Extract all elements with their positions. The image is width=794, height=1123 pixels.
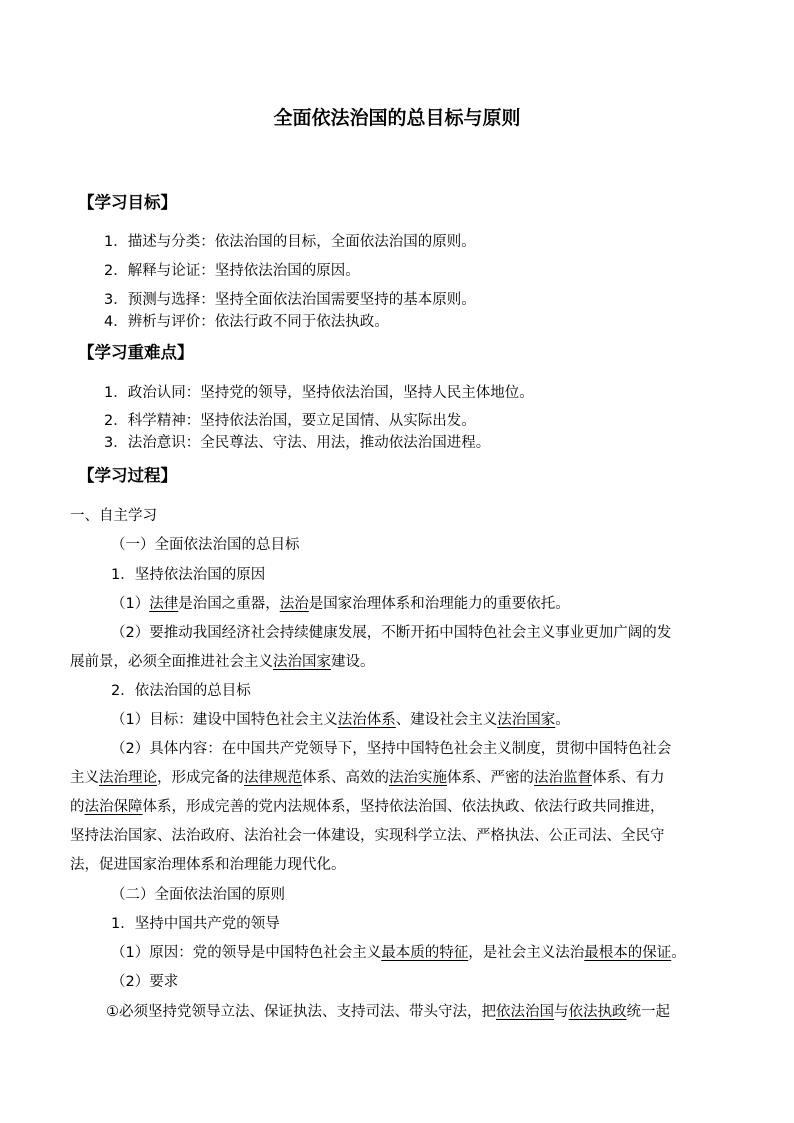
goals-heading: 【学习目标】 — [78, 193, 177, 212]
sub-heading: （二）全面依法治国的原则 — [111, 887, 285, 903]
paragraph-line: （1）原因：党的领导是中国特色社会主义最本质的特征，是社会主义法治最根本的保证。 — [111, 945, 686, 961]
paragraph-line: （2）要推动我国经济社会持续健康发展，不断开拓中国特色社会主义事业更加广阔的发 — [111, 625, 672, 641]
item-heading: 1．坚持中国共产党的领导 — [111, 916, 280, 932]
paragraph-line: 坚持法治国家、法治政府、法治社会一体建设，实现科学立法、严格执法、公正司法、全民守 — [70, 828, 665, 844]
goal-item: 4．辨析与评价：依法行政不同于依法执政。 — [104, 314, 389, 330]
paragraph-line: 展前景，必须全面推进社会主义法治国家建设。 — [70, 654, 375, 670]
paragraph-line: 主义法治理论，形成完备的法律规范体系、高效的法治实施体系、严密的法治监督体系、有力 — [70, 770, 665, 786]
paragraph-line: 法，促进国家治理体系和治理能力现代化。 — [70, 857, 346, 873]
item-heading: 1．坚持依法治国的原因 — [111, 567, 266, 583]
process-heading: 【学习过程】 — [78, 466, 177, 485]
sub-heading: （一）全面依法治国的总目标 — [111, 537, 300, 553]
paragraph-line: （1）法律是治国之重器，法治是国家治理体系和治理能力的重要依托。 — [111, 596, 570, 612]
goal-item: 2．解释与论证：坚持依法治国的原因。 — [104, 263, 360, 279]
paragraph-line: ①必须坚持党领导立法、保证执法、支持司法、带头守法，把依法治国与依法执政统一起 — [106, 1004, 670, 1020]
key-point-item: 1．政治认同：坚持党的领导，坚持依法治国，坚持人民主体地位。 — [104, 385, 534, 401]
goal-item: 1．描述与分类：依法治国的目标，全面依法治国的原则。 — [104, 234, 476, 250]
part-heading: 一、自主学习 — [70, 508, 157, 524]
paragraph-line: （1）目标：建设中国特色社会主义法治体系、建设社会主义法治国家。 — [111, 712, 570, 728]
paragraph-line: 的法治保障体系，形成完善的党内法规体系，坚持依法治国、依法执政、依法行政共同推进， — [70, 799, 665, 815]
key-point-item: 3．法治意识：全民尊法、守法、用法，推动依法治国进程。 — [104, 435, 491, 451]
paragraph-line: （2）具体内容：在中国共产党领导下，坚持中国特色社会主义制度，贯彻中国特色社会 — [111, 741, 672, 757]
goal-item: 3．预测与选择：坚持全面依法治国需要坚持的基本原则。 — [104, 292, 476, 308]
paragraph-line: （2）要求 — [111, 974, 179, 990]
key-points-heading: 【学习重难点】 — [78, 343, 194, 362]
item-heading: 2．依法治国的总目标 — [111, 683, 251, 699]
page-title: 全面依法治国的总目标与原则 — [273, 107, 521, 129]
key-point-item: 2．科学精神：坚持依法治国，要立足国情、从实际出发。 — [104, 413, 476, 429]
